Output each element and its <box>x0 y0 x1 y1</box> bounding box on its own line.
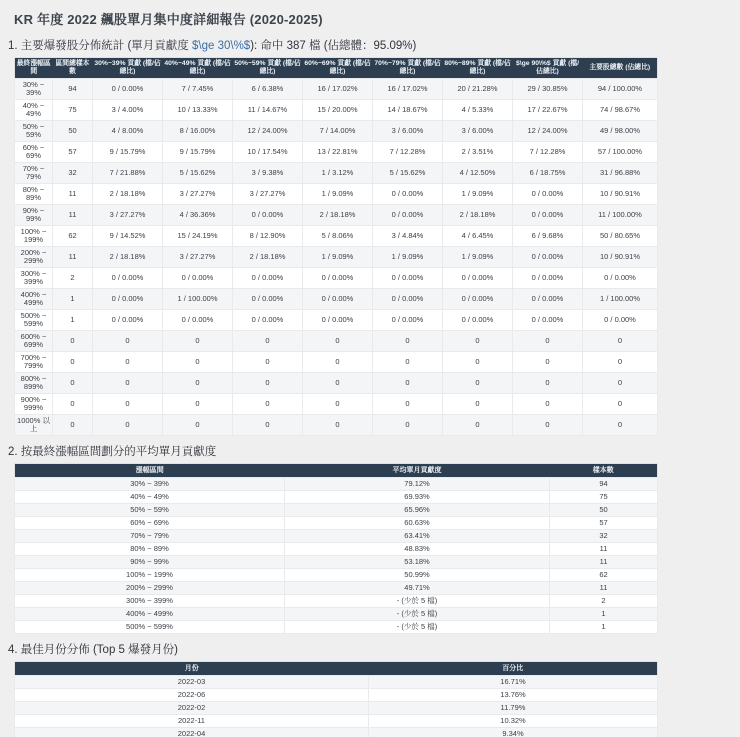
column-header: 60%~69% 貢獻 (檔/佔總比) <box>303 58 373 79</box>
table-cell: 16 / 17.02% <box>373 79 443 100</box>
table-cell: 94 <box>550 478 658 491</box>
table-cell: 63.41% <box>285 530 550 543</box>
table-cell: 0 <box>583 394 658 415</box>
table-cell: 5 / 8.06% <box>303 226 373 247</box>
table-cell: 0 <box>373 373 443 394</box>
table-cell: 50 / 80.65% <box>583 226 658 247</box>
table-row <box>15 226 658 247</box>
table-row <box>15 373 658 394</box>
table-cell: 0 <box>93 415 163 436</box>
table-row <box>15 289 658 310</box>
table-cell: 2022-06 <box>15 689 369 702</box>
table-cell: 8 / 16.00% <box>163 121 233 142</box>
average-contribution-table-header <box>15 464 658 478</box>
table-cell: 0 / 0.00% <box>93 289 163 310</box>
column-header: 最終漲幅區間 <box>15 58 53 79</box>
table-cell: 2022-04 <box>15 728 369 737</box>
table-cell: 0 / 0.00% <box>373 289 443 310</box>
table-cell: 16 / 17.02% <box>303 79 373 100</box>
table-cell: 50 <box>550 504 658 517</box>
table-cell: 0 <box>583 373 658 394</box>
table-cell: 100% ~ 199% <box>15 226 53 247</box>
table-cell: 49.71% <box>285 582 550 595</box>
table-cell: 29 / 30.85% <box>513 79 583 100</box>
table-cell: 0 <box>513 394 583 415</box>
table-cell: 12 / 24.00% <box>513 121 583 142</box>
table-cell: 1 / 9.09% <box>303 184 373 205</box>
table-row <box>15 530 658 543</box>
column-header: 50%~59% 貢獻 (檔/佔總比) <box>233 58 303 79</box>
table-cell: 9.34% <box>369 728 658 737</box>
best-months-table-body <box>15 676 658 737</box>
table-cell: 13 / 22.81% <box>303 142 373 163</box>
table-cell: 0 / 0.00% <box>373 268 443 289</box>
table-row <box>15 504 658 517</box>
table-cell: 5 / 15.62% <box>373 163 443 184</box>
table-cell: 6 / 9.68% <box>513 226 583 247</box>
table-cell: 1 / 9.09% <box>303 247 373 268</box>
section4-heading: 4. 最佳月份分佈 (Top 5 爆發月份) <box>8 644 178 656</box>
table-cell: 0 / 0.00% <box>513 184 583 205</box>
table-cell: 12 / 24.00% <box>233 121 303 142</box>
table-cell: 0 <box>443 331 513 352</box>
header-row <box>15 662 658 676</box>
table-row <box>15 543 658 556</box>
table-cell: 7 / 21.88% <box>93 163 163 184</box>
table-row <box>15 79 658 100</box>
column-header: 30%~39% 貢獻 (檔/佔總比) <box>93 58 163 79</box>
table-cell: 200% ~ 299% <box>15 247 53 268</box>
table-row <box>15 582 658 595</box>
section1-heading-prefix: 1. 主要爆發股分佈統計 (單月貢獻度 <box>8 40 193 52</box>
table-cell: 6 / 6.38% <box>233 79 303 100</box>
table-cell: 10.32% <box>369 715 658 728</box>
table-cell: 2 / 18.18% <box>443 205 513 226</box>
table-cell: 3 / 6.00% <box>443 121 513 142</box>
table-cell: 31 / 96.88% <box>583 163 658 184</box>
table-cell: 2 / 18.18% <box>93 247 163 268</box>
table-cell: 3 / 6.00% <box>373 121 443 142</box>
table-cell: 0 <box>303 394 373 415</box>
table-cell: - (少於 5 檔) <box>285 621 550 634</box>
table-cell: 15 / 20.00% <box>303 100 373 121</box>
table-cell: 90% ~ 99% <box>15 205 53 226</box>
table-cell: 1 <box>550 608 658 621</box>
table-row <box>15 415 658 436</box>
table-cell: 0 <box>443 352 513 373</box>
table-cell: 4 / 5.33% <box>443 100 513 121</box>
table-cell: 0 <box>443 394 513 415</box>
table-cell: 90% ~ 99% <box>15 556 285 569</box>
table-cell: 0 / 0.00% <box>443 289 513 310</box>
table-cell: 1 / 100.00% <box>163 289 233 310</box>
table-cell: 0 <box>93 331 163 352</box>
table-cell: 0 / 0.00% <box>513 268 583 289</box>
table-cell: 800% ~ 899% <box>15 373 53 394</box>
table-cell: 1 / 9.09% <box>443 184 513 205</box>
table-row <box>15 595 658 608</box>
table-cell: 0 <box>373 394 443 415</box>
table-cell: 0 <box>513 415 583 436</box>
table-cell: 49 / 98.00% <box>583 121 658 142</box>
table-cell: 0 <box>93 352 163 373</box>
table-cell: 0 <box>53 373 93 394</box>
table-cell: 0 <box>233 331 303 352</box>
column-header: 區間總樣本數 <box>53 58 93 79</box>
table-cell: 0 <box>233 394 303 415</box>
table-cell: 0 <box>443 415 513 436</box>
table-cell: 11 <box>53 184 93 205</box>
section1-heading-suffix: ): 命中 387 檔 (佔總體：95.09%) <box>250 40 417 52</box>
table-cell: 3 / 27.27% <box>233 184 303 205</box>
table-row <box>15 352 658 373</box>
table-cell: - (少於 5 檔) <box>285 608 550 621</box>
table-cell: 9 / 14.52% <box>93 226 163 247</box>
table-cell: 10 / 90.91% <box>583 247 658 268</box>
table-cell: 13.76% <box>369 689 658 702</box>
table-cell: 5 / 15.62% <box>163 163 233 184</box>
table-cell: 11 <box>53 205 93 226</box>
table-cell: 0 <box>583 352 658 373</box>
average-contribution-table <box>14 463 658 634</box>
table-cell: 0 <box>163 352 233 373</box>
table-cell: 0 <box>53 394 93 415</box>
table-cell: 3 / 27.27% <box>93 205 163 226</box>
table-cell: 60% ~ 69% <box>15 517 285 530</box>
table-row <box>15 569 658 582</box>
table-cell: - (少於 5 檔) <box>285 595 550 608</box>
table-cell: 10 / 90.91% <box>583 184 658 205</box>
table-cell: 0 <box>303 331 373 352</box>
table-cell: 8 / 12.90% <box>233 226 303 247</box>
table-cell: 0 / 0.00% <box>163 268 233 289</box>
header-row <box>15 464 658 478</box>
table-row <box>15 100 658 121</box>
table-row <box>15 621 658 634</box>
table-cell: 1000% 以上 <box>15 415 53 436</box>
column-header: 主要股總數 (佔總比) <box>583 58 658 79</box>
best-months-table-header <box>15 662 658 676</box>
table-cell: 0 <box>513 331 583 352</box>
table-cell: 11 <box>550 556 658 569</box>
table-cell: 65.96% <box>285 504 550 517</box>
table-row <box>15 247 658 268</box>
table-cell: 62 <box>550 569 658 582</box>
table-cell: 400% ~ 499% <box>15 289 53 310</box>
table-cell: 400% ~ 499% <box>15 608 285 621</box>
breakout-distribution-table-header <box>15 58 658 79</box>
table-cell: 20 / 21.28% <box>443 79 513 100</box>
table-cell: 3 / 9.38% <box>233 163 303 184</box>
table-cell: 0 / 0.00% <box>303 268 373 289</box>
table-row <box>15 205 658 226</box>
table-cell: 2022-02 <box>15 702 369 715</box>
table-cell: 0 / 0.00% <box>513 289 583 310</box>
table-cell: 0 / 0.00% <box>93 268 163 289</box>
table-row <box>15 556 658 569</box>
table-cell: 11.79% <box>369 702 658 715</box>
table-cell: 0 <box>443 373 513 394</box>
table-cell: 2022-11 <box>15 715 369 728</box>
table-row <box>15 478 658 491</box>
table-cell: 6 / 18.75% <box>513 163 583 184</box>
table-row <box>15 491 658 504</box>
table-cell: 2022-03 <box>15 676 369 689</box>
table-cell: 0 / 0.00% <box>303 289 373 310</box>
table-cell: 0 / 0.00% <box>93 79 163 100</box>
table-cell: 48.83% <box>285 543 550 556</box>
table-cell: 57 / 100.00% <box>583 142 658 163</box>
table-cell: 60.63% <box>285 517 550 530</box>
table-cell: 0 <box>93 394 163 415</box>
column-header: 樣本數 <box>550 464 658 478</box>
table-row <box>15 728 658 737</box>
table-cell: 0 <box>233 352 303 373</box>
table-cell: 3 / 4.00% <box>93 100 163 121</box>
section1-heading-threshold: $\ge 30\%$ <box>192 40 251 52</box>
column-header: 平均單月貢獻度 <box>285 464 550 478</box>
table-row <box>15 517 658 530</box>
table-cell: 0 / 0.00% <box>373 310 443 331</box>
table-cell: 1 / 100.00% <box>583 289 658 310</box>
table-cell: 0 / 0.00% <box>233 205 303 226</box>
table-cell: 0 <box>233 373 303 394</box>
table-cell: 0 / 0.00% <box>163 310 233 331</box>
table-cell: 70% ~ 79% <box>15 163 53 184</box>
header-row <box>15 58 658 79</box>
table-cell: 0 / 0.00% <box>583 268 658 289</box>
table-cell: 11 / 100.00% <box>583 205 658 226</box>
table-cell: 80% ~ 89% <box>15 184 53 205</box>
table-cell: 75 <box>53 100 93 121</box>
table-cell: 9 / 15.79% <box>163 142 233 163</box>
table-cell: 0 / 0.00% <box>513 247 583 268</box>
table-cell: 2 / 3.51% <box>443 142 513 163</box>
table-cell: 50 <box>53 121 93 142</box>
table-cell: 300% ~ 399% <box>15 595 285 608</box>
table-cell: 50.99% <box>285 569 550 582</box>
table-cell: 700% ~ 799% <box>15 352 53 373</box>
table-cell: 1 <box>53 289 93 310</box>
breakout-distribution-table-body <box>15 79 658 436</box>
breakout-distribution-table <box>14 57 658 436</box>
table-cell: 7 / 12.28% <box>373 142 443 163</box>
table-cell: 100% ~ 199% <box>15 569 285 582</box>
table-row <box>15 142 658 163</box>
table-cell: 14 / 18.67% <box>373 100 443 121</box>
table-cell: 0 / 0.00% <box>513 310 583 331</box>
table-cell: 0 / 0.00% <box>583 310 658 331</box>
table-cell: 4 / 8.00% <box>93 121 163 142</box>
table-cell: 4 / 6.45% <box>443 226 513 247</box>
table-cell: 70% ~ 79% <box>15 530 285 543</box>
table-cell: 0 <box>163 373 233 394</box>
table-cell: 62 <box>53 226 93 247</box>
average-contribution-table-body <box>15 478 658 634</box>
column-header: 70%~79% 貢獻 (檔/佔總比) <box>373 58 443 79</box>
table-cell: 57 <box>53 142 93 163</box>
section2-heading: 2. 按最終漲幅區間劃分的平均單月貢獻度 <box>8 446 217 458</box>
table-cell: 3 / 4.84% <box>373 226 443 247</box>
table-cell: 4 / 36.36% <box>163 205 233 226</box>
table-cell: 30% ~ 39% <box>15 478 285 491</box>
table-cell: 0 / 0.00% <box>233 289 303 310</box>
table-cell: 0 <box>303 415 373 436</box>
table-cell: 500% ~ 599% <box>15 310 53 331</box>
table-cell: 0 <box>373 331 443 352</box>
table-cell: 0 <box>373 415 443 436</box>
table-cell: 69.93% <box>285 491 550 504</box>
table-cell: 200% ~ 299% <box>15 582 285 595</box>
table-cell: 40% ~ 49% <box>15 100 53 121</box>
table-cell: 0 <box>53 331 93 352</box>
table-cell: 0 <box>583 415 658 436</box>
page-title: KR 年度 2022 飆股單月集中度詳細報告 (2020-2025) <box>14 12 323 27</box>
table-row <box>15 715 658 728</box>
table-cell: 0 / 0.00% <box>93 310 163 331</box>
table-cell: 0 / 0.00% <box>443 310 513 331</box>
table-cell: 0 / 0.00% <box>233 268 303 289</box>
table-cell: 0 <box>163 415 233 436</box>
table-row <box>15 676 658 689</box>
table-cell: 2 <box>550 595 658 608</box>
table-cell: 300% ~ 399% <box>15 268 53 289</box>
table-cell: 2 / 18.18% <box>233 247 303 268</box>
table-cell: 600% ~ 699% <box>15 331 53 352</box>
table-cell: 2 / 18.18% <box>303 205 373 226</box>
table-row <box>15 184 658 205</box>
table-cell: 0 <box>513 373 583 394</box>
table-cell: 57 <box>550 517 658 530</box>
table-cell: 0 <box>303 352 373 373</box>
table-row <box>15 268 658 289</box>
table-cell: 2 / 18.18% <box>93 184 163 205</box>
table-cell: 11 / 14.67% <box>233 100 303 121</box>
table-cell: 80% ~ 89% <box>15 543 285 556</box>
table-cell: 7 / 7.45% <box>163 79 233 100</box>
table-cell: 94 <box>53 79 93 100</box>
table-cell: 1 <box>550 621 658 634</box>
table-cell: 79.12% <box>285 478 550 491</box>
table-cell: 3 / 27.27% <box>163 184 233 205</box>
table-row <box>15 689 658 702</box>
table-cell: 17 / 22.67% <box>513 100 583 121</box>
column-header: 月份 <box>15 662 369 676</box>
table-cell: 11 <box>53 247 93 268</box>
column-header: 40%~49% 貢獻 (檔/佔總比) <box>163 58 233 79</box>
table-cell: 0 <box>53 415 93 436</box>
column-header: $\ge 90\%$ 貢獻 (檔/佔總比) <box>513 58 583 79</box>
table-row <box>15 702 658 715</box>
section1-heading <box>8 37 657 53</box>
table-row <box>15 121 658 142</box>
table-cell: 30% ~ 39% <box>15 79 53 100</box>
table-cell: 0 <box>373 352 443 373</box>
table-cell: 16.71% <box>369 676 658 689</box>
best-months-table <box>14 661 658 737</box>
table-cell: 1 / 9.09% <box>443 247 513 268</box>
table-cell: 53.18% <box>285 556 550 569</box>
table-row <box>15 310 658 331</box>
table-cell: 1 / 3.12% <box>303 163 373 184</box>
table-cell: 0 <box>93 373 163 394</box>
table-cell: 1 <box>53 310 93 331</box>
table-cell: 500% ~ 599% <box>15 621 285 634</box>
table-cell: 15 / 24.19% <box>163 226 233 247</box>
table-cell: 900% ~ 999% <box>15 394 53 415</box>
column-header: 80%~89% 貢獻 (檔/佔總比) <box>443 58 513 79</box>
table-cell: 94 / 100.00% <box>583 79 658 100</box>
table-cell: 50% ~ 59% <box>15 121 53 142</box>
table-cell: 11 <box>550 582 658 595</box>
table-cell: 50% ~ 59% <box>15 504 285 517</box>
table-row <box>15 608 658 621</box>
table-cell: 0 <box>513 352 583 373</box>
table-cell: 10 / 17.54% <box>233 142 303 163</box>
table-cell: 0 / 0.00% <box>303 310 373 331</box>
table-cell: 10 / 13.33% <box>163 100 233 121</box>
table-cell: 1 / 9.09% <box>373 247 443 268</box>
table-row <box>15 394 658 415</box>
table-cell: 0 <box>583 331 658 352</box>
table-cell: 0 <box>163 331 233 352</box>
table-cell: 4 / 12.50% <box>443 163 513 184</box>
table-cell: 40% ~ 49% <box>15 491 285 504</box>
table-cell: 0 <box>53 352 93 373</box>
table-cell: 2 <box>53 268 93 289</box>
table-cell: 0 <box>163 394 233 415</box>
table-cell: 0 / 0.00% <box>513 205 583 226</box>
table-cell: 9 / 15.79% <box>93 142 163 163</box>
table-cell: 3 / 27.27% <box>163 247 233 268</box>
table-cell: 32 <box>550 530 658 543</box>
table-cell: 11 <box>550 543 658 556</box>
table-cell: 74 / 98.67% <box>583 100 658 121</box>
table-cell: 75 <box>550 491 658 504</box>
table-cell: 7 / 14.00% <box>303 121 373 142</box>
column-header: 漲幅區間 <box>15 464 285 478</box>
table-cell: 60% ~ 69% <box>15 142 53 163</box>
table-cell: 0 / 0.00% <box>373 184 443 205</box>
table-cell: 0 <box>233 415 303 436</box>
table-cell: 0 / 0.00% <box>443 268 513 289</box>
table-row <box>15 331 658 352</box>
table-cell: 0 <box>303 373 373 394</box>
table-cell: 0 / 0.00% <box>233 310 303 331</box>
table-cell: 32 <box>53 163 93 184</box>
table-row <box>15 163 658 184</box>
column-header: 百分比 <box>369 662 658 676</box>
table-cell: 7 / 12.28% <box>513 142 583 163</box>
table-cell: 0 / 0.00% <box>373 205 443 226</box>
